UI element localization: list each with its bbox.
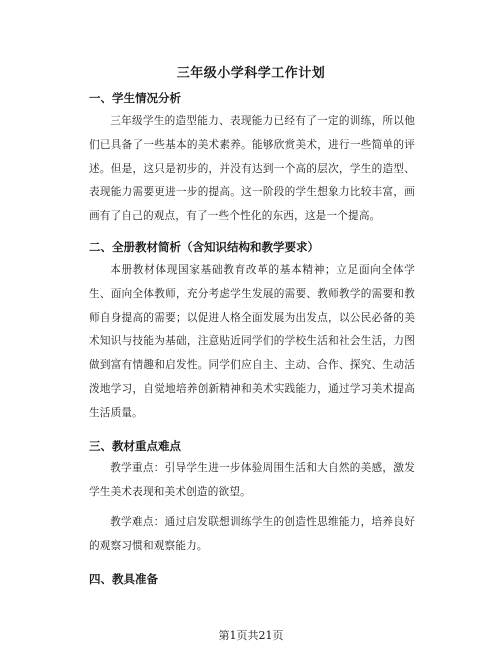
section-heading-2: 二、全册教材简析（含知识结构和教学要求）: [89, 240, 319, 254]
section-3-paragraph-1: 教学重点：引导学生进一步体验周围生活和大自然的美感，激发学生美术表现和美术创造的欲望。: [89, 462, 415, 498]
section-3-paragraph-2: 教学难点：通过启发联想训练学生的创造性思维能力，培养良好的观察习惯和观察能力。: [89, 516, 415, 552]
section-2-paragraph-1: 本册教材体现国家基础教育改革的基本精神；立足面向全体学生、面向全体教师，充分考虑学生发展的需要、教师教学的需要和教师自身提高的需要；以促进人格全面发展为出发点，以公民必备的美术知识与技能为基础，注意贴近同学们的学校生活和社会生活，力图做到富有情趣和启发性。同学们应自主、主动、合作、探究、生动活泼地学习，自觉地培养创新精神和美术实践能力，通过学习美术提高生活质量。: [89, 264, 415, 419]
document-title: 三年级小学科学工作计划: [176, 66, 326, 81]
section-1-paragraph-1: 三年级学生的造型能力、表现能力已经有了一定的训练，所以他们已具备了一些基本的美术素养。能够欣赏美术，进行一些简单的评述。但是，这只是初步的，并没有达到一个高的层次，学生的造型、表现能力需要更进一步的提高。这一阶段的学生想象力比较丰富，画画有了自己的观点，有了一些个性化的东西，这是一个提高。: [89, 115, 415, 223]
page-number-footer: 第1页共21页: [218, 629, 284, 642]
section-heading-3: 三、教材重点难点: [89, 439, 181, 453]
section-heading-1: 一、学生情况分析: [89, 91, 181, 105]
section-heading-4: 四、教具准备: [89, 572, 158, 586]
